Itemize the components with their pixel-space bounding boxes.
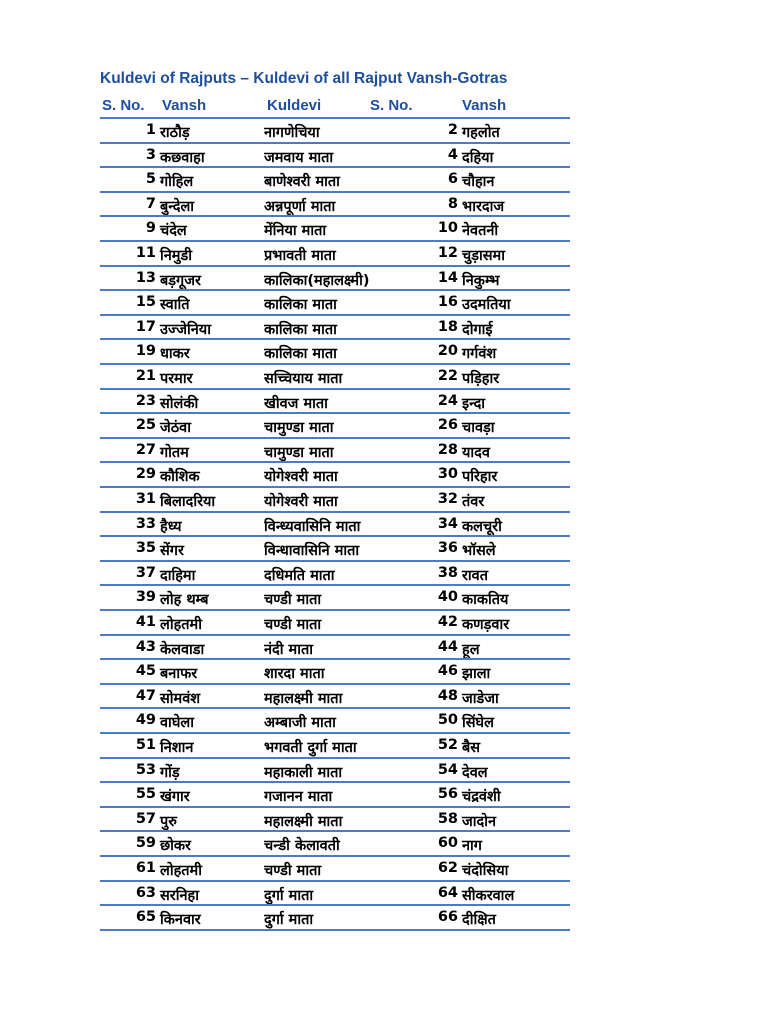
serial-number-cell: 49 (135, 712, 156, 729)
vansh-2-cell: भॉसले (462, 543, 496, 560)
vansh-2-cell: चुड़ासमा (462, 248, 505, 264)
vansh-2-cell: जादोन (462, 813, 497, 830)
vansh-cell: बनाफर (160, 666, 198, 683)
serial-number-cell: 63 (135, 884, 156, 901)
table-row (100, 832, 570, 857)
serial-number-cell: 39 (135, 589, 156, 606)
header-sno: S. No. (102, 97, 145, 114)
table-row (100, 636, 570, 661)
serial-number-cell: 31 (135, 491, 156, 507)
vansh-2-cell: दोगाई (462, 321, 493, 338)
serial-number-cell: 45 (135, 663, 156, 680)
vansh-cell: छोकर (160, 838, 191, 855)
header-kuldevi: Kuldevi (267, 97, 322, 114)
serial-number-cell: 61 (135, 860, 156, 876)
serial-number-cell: 21 (135, 368, 156, 384)
serial-number-2-cell: 10 (437, 220, 458, 237)
serial-number-2-cell: 12 (437, 245, 458, 261)
kuldevi-cell: चन्डी केलावती (264, 838, 340, 855)
serial-number-2-cell: 50 (437, 712, 458, 729)
serial-number-2-cell: 4 (447, 146, 458, 163)
table-row (100, 685, 570, 710)
vansh-2-cell: कणड़वार (462, 617, 510, 633)
vansh-2-cell: दीक्षित (462, 912, 496, 929)
header-sno-2: S. No. (370, 97, 413, 114)
vansh-2-cell: यादव (462, 444, 490, 461)
table-row (100, 217, 570, 242)
vansh-cell: दाहिमा (160, 567, 196, 584)
kuldevi-cell: महालक्ष्मी माता (264, 813, 343, 830)
kuldevi-cell: नंदी माता (264, 641, 313, 658)
table-row (100, 537, 570, 562)
kuldevi-cell: गजानन माता (264, 789, 333, 806)
kuldevi-cell: बाणेश्वरी माता (264, 174, 340, 191)
vansh-cell: सोमवंश (160, 690, 201, 707)
page-title: Kuldevi of Rajputs – Kuldevi of all Rajput Vansh-Gotras (100, 70, 508, 87)
serial-number-2-cell: 24 (437, 392, 458, 409)
vansh-cell: सोलंकी (160, 395, 199, 412)
kuldevi-cell: चामुण्डा माता (264, 420, 334, 437)
kuldevi-cell: सच्चियाय माता (264, 371, 343, 387)
vansh-2-cell: नाग (462, 838, 482, 855)
vansh-cell: राठौड़ (160, 125, 190, 141)
kuldevi-cell: दुर्गा माता (264, 887, 314, 904)
vansh-cell: धाकर (160, 346, 190, 363)
kuldevi-cell: चण्डी माता (264, 592, 322, 609)
vansh-2-cell: निकुम्भ (462, 272, 500, 289)
vansh-2-cell: चौहान (462, 174, 495, 191)
table-row (100, 144, 570, 169)
table-row (100, 660, 570, 685)
serial-number-cell: 55 (135, 786, 156, 803)
serial-number-cell: 47 (135, 687, 156, 704)
vansh-2-cell: सिंघेल (462, 715, 494, 732)
serial-number-2-cell: 54 (437, 761, 458, 778)
kuldevi-cell: प्रभावती माता (264, 248, 336, 264)
vansh-2-cell: उदमतिया (462, 297, 511, 314)
kuldevi-cell: चण्डी माता (264, 617, 322, 633)
table-row (100, 562, 570, 587)
table-row (100, 463, 570, 488)
vansh-cell: परमार (160, 371, 193, 387)
vansh-cell: गोहिल (160, 174, 194, 191)
kuldevi-cell: कालिका माता (264, 297, 337, 314)
vansh-2-cell: रावत (462, 567, 489, 584)
serial-number-cell: 33 (135, 515, 156, 532)
vansh-2-cell: तंवर (462, 494, 485, 510)
vansh-2-cell: हूल (462, 641, 480, 658)
serial-number-cell: 41 (135, 614, 156, 630)
serial-number-2-cell: 60 (437, 835, 458, 852)
serial-number-cell: 5 (145, 171, 156, 188)
serial-number-cell: 7 (145, 195, 156, 212)
table-row (100, 414, 570, 439)
table-row (100, 513, 570, 538)
serial-number-cell: 27 (135, 441, 156, 458)
table-row (100, 611, 570, 636)
vansh-cell: सरनिहा (160, 887, 199, 904)
vansh-cell: निशान (160, 740, 194, 756)
serial-number-2-cell: 46 (437, 663, 458, 680)
table-row (100, 439, 570, 464)
vansh-cell: हैध्य (160, 518, 182, 535)
serial-number-2-cell: 30 (437, 466, 458, 483)
serial-number-2-cell: 18 (437, 318, 458, 335)
serial-number-cell: 13 (135, 269, 156, 286)
table-row (100, 365, 570, 390)
table-row (100, 857, 570, 882)
vansh-cell: किनवार (160, 912, 201, 929)
serial-number-cell: 15 (135, 294, 156, 311)
vansh-2-cell: इन्दा (462, 395, 486, 412)
serial-number-2-cell: 38 (437, 564, 458, 581)
vansh-2-cell: पड़िहार (462, 371, 500, 387)
vansh-2-cell: कलचूरी (462, 518, 502, 535)
serial-number-2-cell: 64 (437, 884, 458, 901)
serial-number-2-cell: 20 (437, 343, 458, 360)
serial-number-cell: 59 (135, 835, 156, 852)
vansh-2-cell: देवल (462, 764, 488, 781)
serial-number-2-cell: 28 (437, 441, 458, 458)
serial-number-cell: 23 (135, 392, 156, 409)
serial-number-2-cell: 2 (447, 122, 458, 138)
vansh-cell: केलवाडा (160, 641, 205, 658)
kuldevi-cell: नागणेचिया (264, 125, 320, 141)
vansh-cell: सेंगर (160, 543, 184, 560)
header-vansh: Vansh (162, 97, 207, 114)
table-row (100, 783, 570, 808)
vansh-cell: स्वाति (160, 297, 190, 314)
table-row (100, 340, 570, 365)
vansh-2-cell: चंदोसिया (462, 863, 509, 879)
serial-number-cell: 9 (145, 220, 156, 237)
kuldevi-cell: योगेश्वरी माता (264, 494, 338, 510)
vansh-2-cell: गहलोत (462, 125, 500, 141)
serial-number-2-cell: 36 (437, 540, 458, 557)
serial-number-2-cell: 52 (437, 737, 458, 753)
vansh-cell: कछवाहा (160, 149, 205, 166)
serial-number-2-cell: 42 (437, 614, 458, 630)
serial-number-2-cell: 26 (437, 417, 458, 434)
vansh-cell: लोह थम्ब (160, 592, 209, 609)
kuldevi-cell: कालिका माता (264, 346, 337, 363)
table-row (100, 390, 570, 415)
vansh-cell: गोतम (160, 444, 189, 461)
kuldevi-cell: योगेश्वरी माता (264, 469, 338, 486)
table-row (100, 291, 570, 316)
row-rule (100, 929, 570, 931)
kuldevi-cell: महाकाली माता (264, 764, 343, 781)
vansh-cell: चंदेल (160, 223, 187, 240)
vansh-cell: निमुडी (160, 248, 192, 264)
table-row (100, 734, 570, 759)
kuldevi-cell: चण्डी माता (264, 863, 322, 879)
vansh-cell: बड़गूजर (160, 272, 201, 289)
table-row (100, 906, 570, 931)
serial-number-2-cell: 44 (437, 638, 458, 655)
serial-number-2-cell: 16 (437, 294, 458, 311)
serial-number-cell: 35 (135, 540, 156, 557)
serial-number-2-cell: 58 (437, 810, 458, 827)
serial-number-cell: 57 (135, 810, 156, 827)
serial-number-2-cell: 62 (437, 860, 458, 876)
vansh-cell: जेठंवा (160, 420, 192, 437)
serial-number-2-cell: 34 (437, 515, 458, 532)
serial-number-2-cell: 66 (437, 909, 458, 926)
vansh-2-cell: गर्गवंश (462, 346, 497, 363)
header-vansh-2: Vansh (462, 97, 507, 114)
serial-number-2-cell: 8 (447, 195, 458, 212)
table-row (100, 267, 570, 292)
vansh-2-cell: बैस (462, 740, 481, 756)
vansh-2-cell: झाला (462, 666, 491, 683)
serial-number-cell: 25 (135, 417, 156, 434)
table-row (100, 488, 570, 513)
serial-number-cell: 51 (135, 737, 156, 753)
kuldevi-cell: दुर्गा माता (264, 912, 314, 929)
vansh-cell: बुन्देला (160, 198, 195, 215)
serial-number-cell: 53 (135, 761, 156, 778)
vansh-2-cell: सीकरवाल (462, 887, 515, 904)
vansh-cell: गोंड़ (160, 764, 180, 781)
vansh-cell: बिलादरिया (160, 494, 216, 510)
kuldevi-cell: महालक्ष्मी माता (264, 690, 343, 707)
kuldevi-cell: चामुण्डा माता (264, 444, 334, 461)
serial-number-2-cell: 40 (437, 589, 458, 606)
kuldevi-cell: भगवती दुर्गा माता (264, 740, 357, 756)
serial-number-cell: 65 (135, 909, 156, 926)
vansh-2-cell: चावड़ा (462, 420, 495, 437)
kuldevi-cell: खीवज माता (264, 395, 328, 412)
vansh-cell: उज्जेनिया (160, 321, 211, 338)
kuldevi-cell: अन्नपूर्णा माता (264, 198, 336, 215)
table-row (100, 193, 570, 218)
serial-number-cell: 29 (135, 466, 156, 483)
vansh-2-cell: भारदाज (462, 198, 505, 215)
table-row (100, 119, 570, 144)
table-row (100, 586, 570, 611)
vansh-2-cell: जाडेजा (462, 690, 499, 707)
kuldevi-cell: जमवाय माता (264, 149, 334, 166)
serial-number-2-cell: 14 (437, 269, 458, 286)
vansh-cell: खंगार (160, 789, 190, 806)
table-row (100, 168, 570, 193)
table-row (100, 709, 570, 734)
table-row (100, 316, 570, 341)
table-header (100, 95, 570, 117)
serial-number-cell: 37 (135, 564, 156, 581)
serial-number-cell: 3 (145, 146, 156, 163)
vansh-2-cell: नेवतनी (462, 223, 499, 240)
serial-number-cell: 17 (135, 318, 156, 335)
vansh-2-cell: चंद्रवंशी (462, 789, 501, 806)
vansh-2-cell: परिहार (462, 469, 498, 486)
vansh-cell: कौशिक (160, 469, 200, 486)
table-row (100, 759, 570, 784)
kuldevi-cell: दधिमति माता (264, 567, 335, 584)
vansh-cell: वाघेला (160, 715, 194, 732)
serial-number-cell: 43 (135, 638, 156, 655)
kuldevi-cell: विन्धावासिनि माता (264, 543, 360, 560)
kuldevi-cell: विन्ध्यवासिनि माता (264, 518, 361, 535)
table-row (100, 808, 570, 833)
vansh-cell: लोहतमी (160, 617, 202, 633)
kuldevi-cell: अम्बाजी माता (264, 715, 336, 732)
serial-number-cell: 11 (135, 245, 156, 261)
vansh-cell: पुरु (160, 813, 177, 830)
serial-number-2-cell: 6 (447, 171, 458, 188)
serial-number-cell: 19 (135, 343, 156, 360)
serial-number-cell: 1 (145, 122, 156, 138)
serial-number-2-cell: 56 (437, 786, 458, 803)
kuldevi-cell: शारदा माता (264, 666, 325, 683)
serial-number-2-cell: 48 (437, 687, 458, 704)
table-row (100, 242, 570, 267)
serial-number-2-cell: 22 (437, 368, 458, 384)
vansh-cell: लोहतमी (160, 863, 202, 879)
serial-number-2-cell: 32 (437, 491, 458, 507)
vansh-2-cell: काकतिय (462, 592, 509, 609)
kuldevi-cell: कालिका माता (264, 321, 337, 338)
table-row (100, 882, 570, 907)
vansh-2-cell: दहिया (462, 149, 494, 166)
kuldevi-cell: कालिका(महालक्ष्मी) (264, 272, 370, 289)
kuldevi-cell: मेंनिया माता (264, 223, 327, 240)
